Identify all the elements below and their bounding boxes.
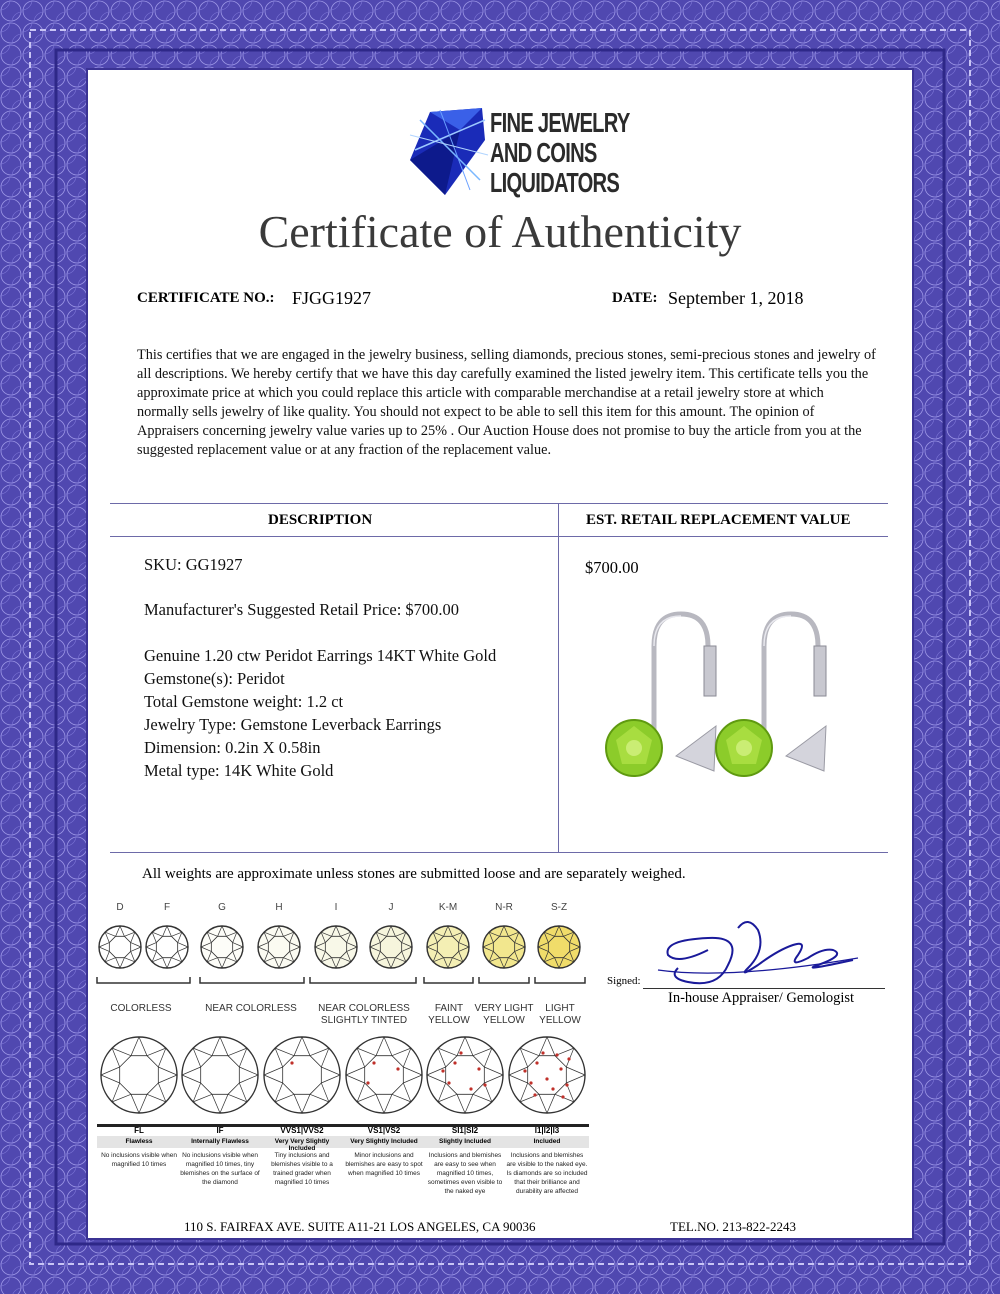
clarity-description: No inclusions visible when magnified 10 times	[101, 1152, 177, 1168]
clarity-diamond	[101, 1037, 177, 1113]
certificate-no-value: FJGG1927	[292, 288, 372, 308]
clarity-name: Very Very Slightly Included	[274, 1138, 330, 1152]
date-label: DATE:	[612, 290, 658, 306]
page-title: Certificate of Authenticity	[258, 206, 742, 257]
certificate-no-label: CERTIFICATE NO.:	[137, 290, 275, 306]
color-category: FAINT YELLOW	[428, 1003, 470, 1026]
clarity-description: Tiny inclusions and blemishes visible to a trained grader when magnified 10 times	[271, 1152, 333, 1186]
clarity-diamond	[182, 1037, 258, 1113]
color-category: COLORLESS	[110, 1003, 172, 1014]
color-grade-label: N-R	[495, 902, 513, 913]
detail-line: Metal type: 14K White Gold	[144, 761, 334, 780]
table-header-rule	[110, 536, 888, 537]
color-grade-label: D	[116, 902, 124, 913]
clarity-name: Internally Flawless	[191, 1138, 249, 1145]
color-grade-label: S-Z	[550, 902, 568, 913]
color-grade-diamond	[538, 926, 580, 968]
weights-note: All weights are approximate unless stones are submitted loose and are separately weighed.	[142, 866, 686, 882]
clarity-description: Inclusions and blemishes are easy to see when magnified 10 times, sometimes even visible to the naked eye	[427, 1152, 503, 1195]
clarity-grade: IF	[216, 1126, 224, 1135]
detail-line: Dimension: 0.2in X 0.58in	[144, 738, 321, 757]
clarity-description: Minor inclusions and blemishes are easy to spot when magnified 10 times	[345, 1152, 423, 1177]
clarity-grade: VS1|VS2	[367, 1126, 401, 1135]
clarity-grade: I1|I2|I3	[534, 1126, 560, 1135]
clarity-diamonds	[0, 1035, 1000, 1125]
detail-line: Total Gemstone weight: 1.2 ct	[144, 692, 344, 711]
clarity-diamond	[509, 1037, 585, 1113]
signature-image	[648, 910, 868, 990]
clarity-name: Included	[533, 1138, 561, 1145]
color-grade-label: I	[334, 902, 338, 913]
earrings-image	[596, 606, 842, 806]
clarity-name: Slightly Included	[438, 1138, 491, 1145]
table-top-rule	[110, 503, 888, 504]
color-grade-label: H	[275, 902, 283, 913]
color-category: NEAR COLORLESS	[205, 1003, 297, 1014]
clarity-description: No inclusions visible when magnified 10 times, tiny blemishes on the surface of the diamond	[180, 1152, 260, 1186]
clarity-grade: SI1|SI2	[451, 1126, 479, 1135]
value-header: EST. RETAIL REPLACEMENT VALUE	[586, 512, 851, 528]
color-category: VERY LIGHT YELLOW	[474, 1003, 534, 1026]
color-grade-diamond	[483, 926, 525, 968]
clarity-grade: VVS1|VVS2	[280, 1126, 324, 1135]
replacement-value: $700.00	[585, 558, 639, 577]
signed-label: Signed:	[607, 975, 641, 987]
color-grade-diamond	[427, 926, 469, 968]
color-grade-label: K-M	[438, 902, 458, 913]
color-grade-diamond	[146, 926, 188, 968]
description-header: DESCRIPTION	[268, 512, 373, 528]
color-grade-label: J	[388, 902, 394, 913]
clarity-description: Inclusions and blemishes are visible to the naked eye. Is diamonds are so included that their brilliance and durability are affected	[506, 1152, 588, 1195]
detail-line: Gemstone(s): Peridot	[144, 669, 285, 688]
date-value: September 1, 2018	[668, 288, 804, 308]
footer-address: 110 S. FAIRFAX AVE. SUITE A11-21 LOS ANGELES, CA 90036	[184, 1219, 536, 1234]
color-grade-diamond	[258, 926, 300, 968]
detail-line: Jewelry Type: Gemstone Leverback Earrings	[144, 715, 442, 734]
color-grade-diamond	[370, 926, 412, 968]
clarity-name: Very Slightly Included	[350, 1138, 418, 1145]
color-category: LIGHT YELLOW	[539, 1003, 581, 1026]
color-grade-diamond	[201, 926, 243, 968]
sku: SKU: GG1927	[144, 555, 243, 574]
color-grade-diamond	[99, 926, 141, 968]
clarity-name: Flawless	[125, 1138, 153, 1145]
color-grade-label: G	[218, 902, 226, 913]
color-grade-diamond	[315, 926, 357, 968]
footer-phone: TEL.NO. 213-822-2243	[670, 1219, 797, 1234]
appraiser-title: In-house Appraiser/ Gemologist	[668, 990, 855, 1006]
clarity-diamond	[427, 1037, 503, 1113]
intro-paragraph: This certifies that we are engaged in the jewelry business, selling diamonds, precious stones, semi-precious stones and jewelry of all descriptions. We hereby certify that we have this day carefully examined the listed jewelry item. This certificate tells you the approximate price at which you could replace this article with comparable merchandise at a retail jewelry store at which normally sells jewelry of like quality. You should not expect to be able to sell this item for this amount. The opinion of Appraisers concerning jewelry value varies up to 25% . Our Auction House does not promise to buy the article from you at the suggested replacement value or at any fraction of the replacement value.	[137, 347, 876, 458]
color-grade-label: F	[163, 902, 171, 913]
clarity-grade: FL	[134, 1126, 144, 1135]
logo-wordmark: FINE JEWELRY AND COINS LIQUIDATORS	[490, 107, 630, 198]
detail-line: Genuine 1.20 ctw Peridot Earrings 14KT White Gold	[144, 646, 497, 665]
table-bottom-rule	[110, 852, 888, 853]
clarity-diamond	[264, 1037, 340, 1113]
color-category: NEAR COLORLESS SLIGHTLY TINTED	[318, 1003, 410, 1026]
msrp: Manufacturer's Suggested Retail Price: $700.00	[144, 600, 460, 619]
item-details	[144, 644, 496, 782]
table-column-divider	[558, 503, 559, 852]
clarity-diamond	[346, 1037, 422, 1113]
